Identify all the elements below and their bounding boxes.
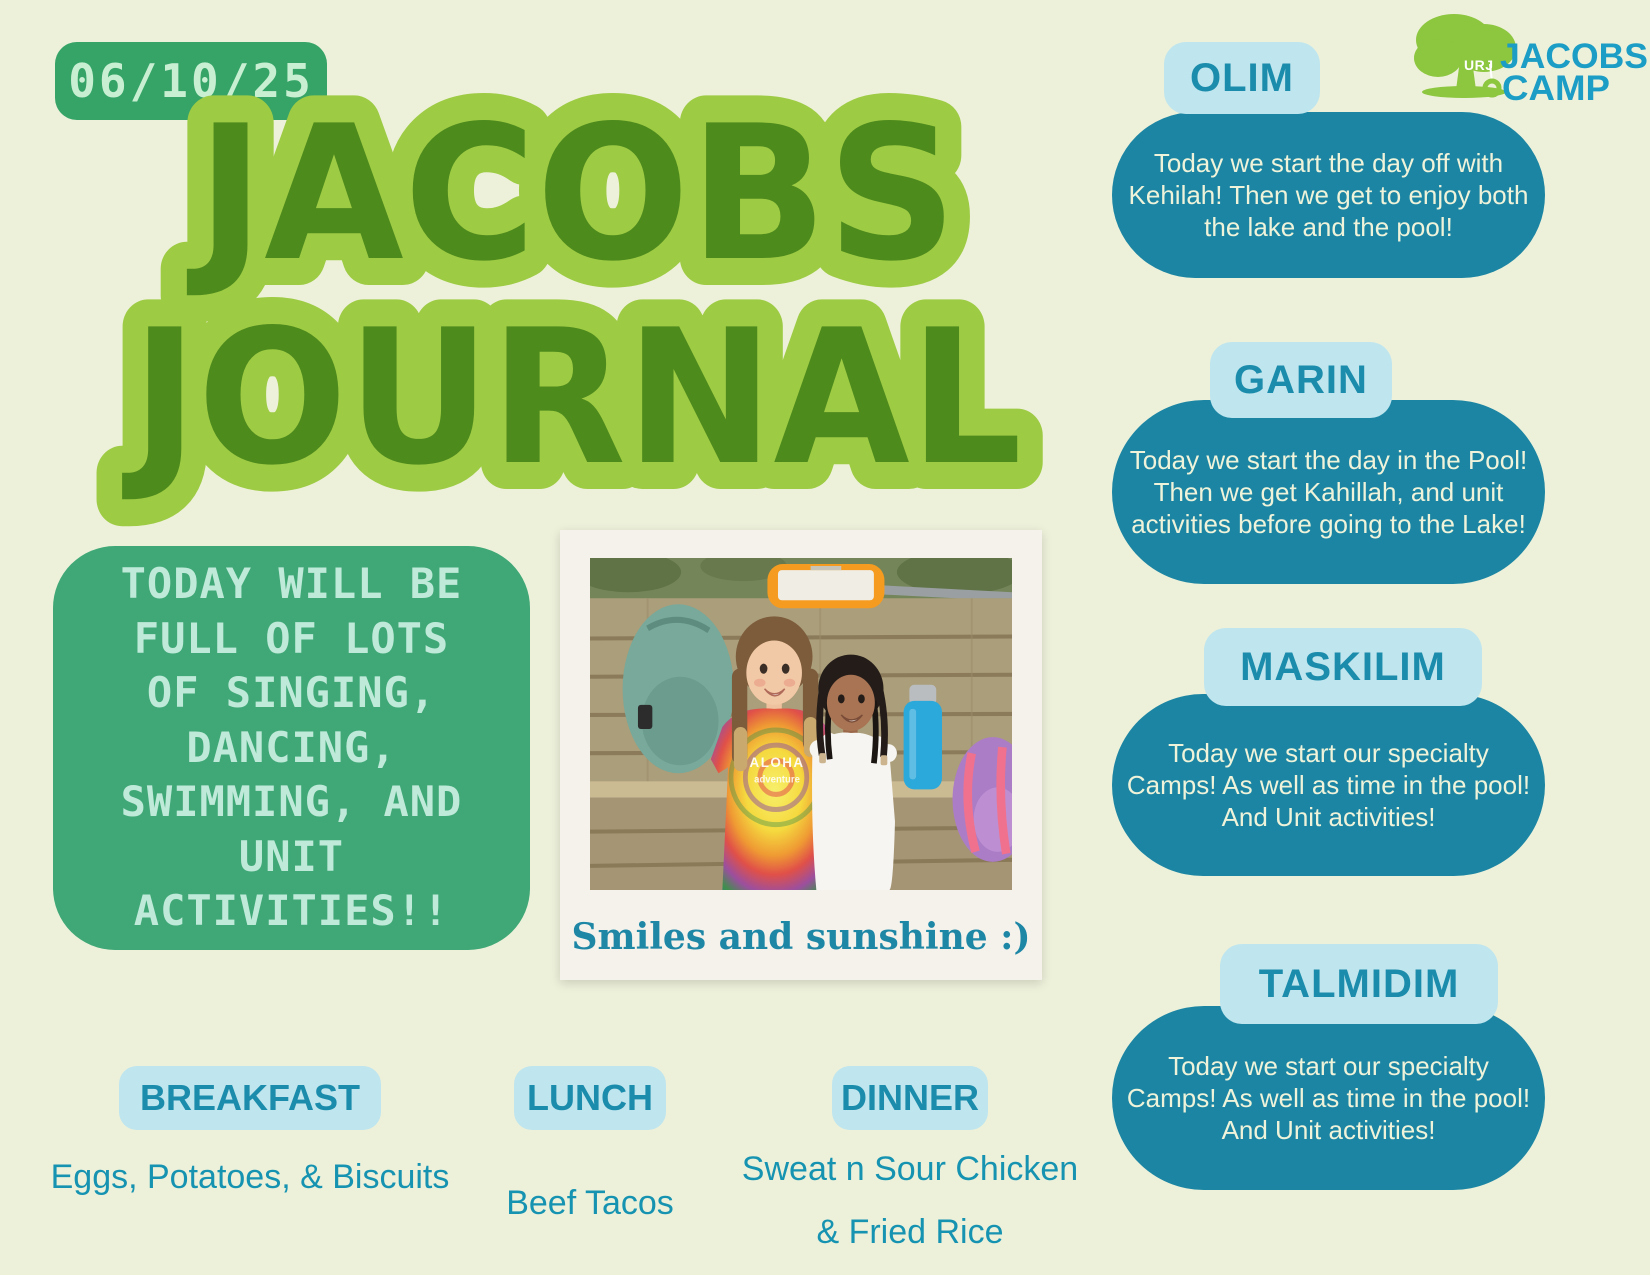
unit-description: Today we start our specialty Camps! As well as time in the pool! And Unit activities! [1126, 737, 1531, 833]
meal-badge-lunch [514, 1066, 666, 1130]
meal-label: LUNCH [527, 1077, 653, 1118]
unit-box-olim [1112, 112, 1545, 278]
camp-logo [1412, 8, 1650, 110]
unit-badge-label: TALMIDIM [1258, 961, 1460, 1006]
date-text: 06/10/25 [68, 54, 314, 108]
logo-name-line2: CAMP [1502, 69, 1610, 108]
unit-description: Today we start the day in the Pool! Then we get Kahillah, and unit activities before going to the Lake! [1129, 444, 1528, 540]
unit-box-garin [1112, 400, 1545, 584]
meal-items-breakfast: Eggs, Potatoes, & Biscuits [50, 1158, 450, 1196]
unit-badge-talmidim [1220, 944, 1498, 1024]
photo-clipboard [767, 564, 884, 608]
journal-title [105, 86, 1050, 516]
unit-description: Today we start the day off with Kehilah! Then we get to enjoy both the lake and the pool! [1128, 147, 1529, 243]
meal-badge-dinner [832, 1066, 988, 1130]
meal-label: DINNER [840, 1077, 979, 1118]
unit-badge-maskilim [1204, 628, 1482, 706]
camp-photo [590, 558, 1012, 890]
shirt-text-line1: ALOHA [749, 754, 805, 771]
unit-box-maskilim [1112, 694, 1545, 876]
photo-caption: Smiles and sunshine :) [571, 916, 1031, 958]
meal-breakfast [40, 1066, 460, 1209]
meal-lunch [460, 1066, 720, 1235]
meal-dinner [735, 1066, 1085, 1264]
unit-badge-garin [1210, 342, 1392, 418]
meal-badge-breakfast [119, 1066, 381, 1130]
unit-badge-olim [1164, 42, 1320, 114]
logo-name-line1: JACOBS [1500, 37, 1648, 76]
unit-badge-label: GARIN [1234, 357, 1368, 402]
unit-description: Today we start our specialty Camps! As well as time in the pool! And Unit activities! [1126, 1050, 1531, 1146]
announcement-text: TODAY WILL BE FULL OF LOTS OF SINGING, DANCING, SWIMMING, AND UNIT ACTIVITIES!! [120, 558, 463, 936]
meal-items-lunch: Beef Tacos [506, 1184, 674, 1222]
meal-items-dinner: Sweat n Sour Chicken & Fried Rice [741, 1150, 1079, 1251]
title-line1: JACOBS [186, 85, 957, 302]
photo-polaroid [560, 530, 1042, 980]
meal-label: BREAKFAST [139, 1077, 360, 1118]
announcement-box [53, 546, 530, 950]
unit-box-talmidim [1112, 1006, 1545, 1190]
unit-badge-label: MASKILIM [1240, 644, 1446, 689]
shirt-text-line2: adventure [754, 774, 800, 786]
logo-org-text: URJ [1464, 57, 1494, 73]
unit-badge-label: OLIM [1190, 55, 1294, 100]
title-line2: JOURNAL [121, 289, 1023, 506]
